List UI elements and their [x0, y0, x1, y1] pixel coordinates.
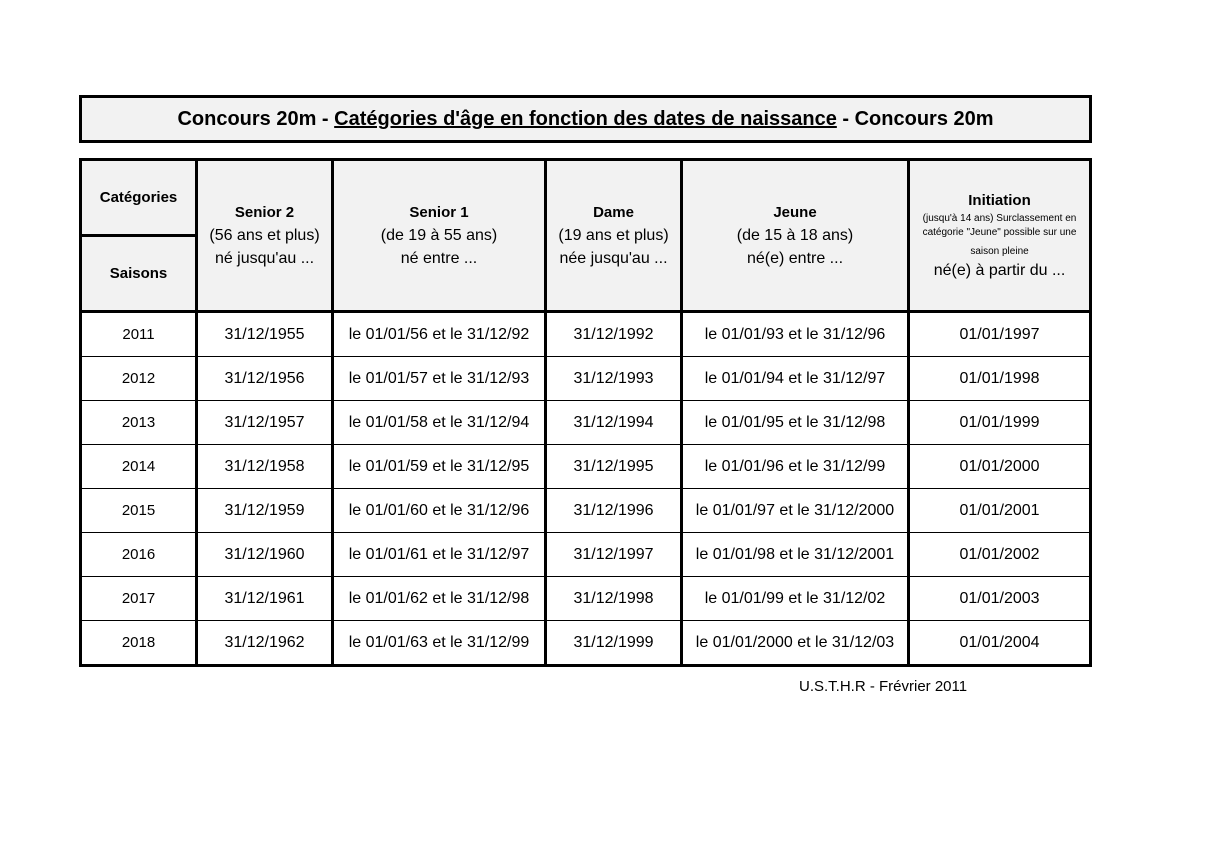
document-title: [79, 95, 1092, 143]
dame-cell: 31/12/1997: [546, 533, 682, 577]
jeune-header: [682, 160, 909, 312]
season-year: 2013: [81, 401, 197, 445]
title-suffix: - Concours 20m: [836, 107, 994, 130]
senior2-born: né jusqu'au ...: [214, 250, 315, 267]
senior2-cell: 31/12/1962: [197, 621, 333, 666]
season-year: 2016: [81, 533, 197, 577]
senior1-cell: le 01/01/57 et le 31/12/93: [333, 357, 546, 401]
season-year: 2018: [81, 621, 197, 666]
senior2-cell: 31/12/1959: [197, 489, 333, 533]
senior1-cell: le 01/01/58 et le 31/12/94: [333, 401, 546, 445]
season-year: 2017: [81, 577, 197, 621]
senior2-cell: 31/12/1961: [197, 577, 333, 621]
table-row: [81, 489, 1091, 533]
dame-cell: 31/12/1996: [546, 489, 682, 533]
jeune-cell: le 01/01/99 et le 31/12/02: [682, 577, 909, 621]
initiation-cell: 01/01/1997: [909, 312, 1091, 357]
season-year: 2015: [81, 489, 197, 533]
initiation-name: Initiation: [968, 192, 1031, 209]
jeune-cell: le 01/01/97 et le 31/12/2000: [682, 489, 909, 533]
senior2-cell: 31/12/1955: [197, 312, 333, 357]
jeune-cell: le 01/01/95 et le 31/12/98: [682, 401, 909, 445]
jeune-range: (de 15 à 18 ans): [736, 227, 854, 244]
initiation-cell: 01/01/1999: [909, 401, 1091, 445]
initiation-note: (jusqu'à 14 ans) Surclassement en catégorie "Jeune" possible sur une: [922, 213, 1077, 238]
dame-cell: 31/12/1993: [546, 357, 682, 401]
jeune-cell: le 01/01/96 et le 31/12/99: [682, 445, 909, 489]
dame-cell: 31/12/1994: [546, 401, 682, 445]
initiation-cell: 01/01/2002: [909, 533, 1091, 577]
footer-credit: U.S.T.H.R - Frévrier 2011: [799, 678, 968, 695]
initiation-cell: 01/01/2004: [909, 621, 1091, 666]
season-year: 2014: [81, 445, 197, 489]
dame-cell: 31/12/1999: [546, 621, 682, 666]
dame-cell: 31/12/1992: [546, 312, 682, 357]
title-prefix: Concours 20m -: [177, 107, 335, 130]
senior1-cell: le 01/01/56 et le 31/12/92: [333, 312, 546, 357]
season-year: 2011: [81, 312, 197, 357]
saisons-header: Saisons: [81, 236, 197, 312]
senior1-range: (de 19 à 55 ans): [380, 227, 498, 244]
initiation-cell: 01/01/2000: [909, 445, 1091, 489]
initiation-cell: 01/01/2001: [909, 489, 1091, 533]
age-categories-table: [79, 158, 1092, 667]
senior1-cell: le 01/01/59 et le 31/12/95: [333, 445, 546, 489]
dame-cell: 31/12/1995: [546, 445, 682, 489]
senior2-cell: 31/12/1956: [197, 357, 333, 401]
dame-name: Dame: [593, 204, 634, 221]
initiation-born: né(e) à partir du ...: [933, 262, 1066, 279]
table-row: [81, 357, 1091, 401]
jeune-born: né(e) entre ...: [746, 250, 844, 267]
initiation-cell: 01/01/2003: [909, 577, 1091, 621]
dame-cell: 31/12/1998: [546, 577, 682, 621]
table-row: [81, 621, 1091, 666]
senior1-name: Senior 1: [409, 204, 469, 221]
season-year: 2012: [81, 357, 197, 401]
table-row: [81, 533, 1091, 577]
jeune-cell: le 01/01/2000 et le 31/12/03: [682, 621, 909, 666]
senior2-range: (56 ans et plus): [209, 227, 320, 244]
title-underlined: Catégories d'âge en fonction des dates de naissance: [334, 107, 837, 130]
jeune-cell: le 01/01/93 et le 31/12/96: [682, 312, 909, 357]
table-row: [81, 401, 1091, 445]
table-row: [81, 577, 1091, 621]
jeune-name: Jeune: [773, 204, 817, 221]
initiation-header: [909, 160, 1091, 312]
dame-header: [546, 160, 682, 312]
initiation-note-2: saison pleine: [970, 246, 1029, 257]
senior2-cell: 31/12/1960: [197, 533, 333, 577]
table-row: [81, 445, 1091, 489]
senior1-cell: le 01/01/60 et le 31/12/96: [333, 489, 546, 533]
senior2-cell: 31/12/1957: [197, 401, 333, 445]
senior2-cell: 31/12/1958: [197, 445, 333, 489]
senior1-cell: le 01/01/63 et le 31/12/99: [333, 621, 546, 666]
table-row: [81, 312, 1091, 357]
senior2-header: [197, 160, 333, 312]
jeune-cell: le 01/01/98 et le 31/12/2001: [682, 533, 909, 577]
categories-header: Catégories: [81, 160, 197, 236]
senior1-born: né entre ...: [400, 250, 478, 267]
initiation-cell: 01/01/1998: [909, 357, 1091, 401]
senior1-cell: le 01/01/62 et le 31/12/98: [333, 577, 546, 621]
jeune-cell: le 01/01/94 et le 31/12/97: [682, 357, 909, 401]
dame-range: (19 ans et plus): [558, 227, 669, 244]
senior2-name: Senior 2: [234, 204, 295, 221]
senior1-header: [333, 160, 546, 312]
senior1-cell: le 01/01/61 et le 31/12/97: [333, 533, 546, 577]
dame-born: née jusqu'au ...: [559, 250, 668, 267]
